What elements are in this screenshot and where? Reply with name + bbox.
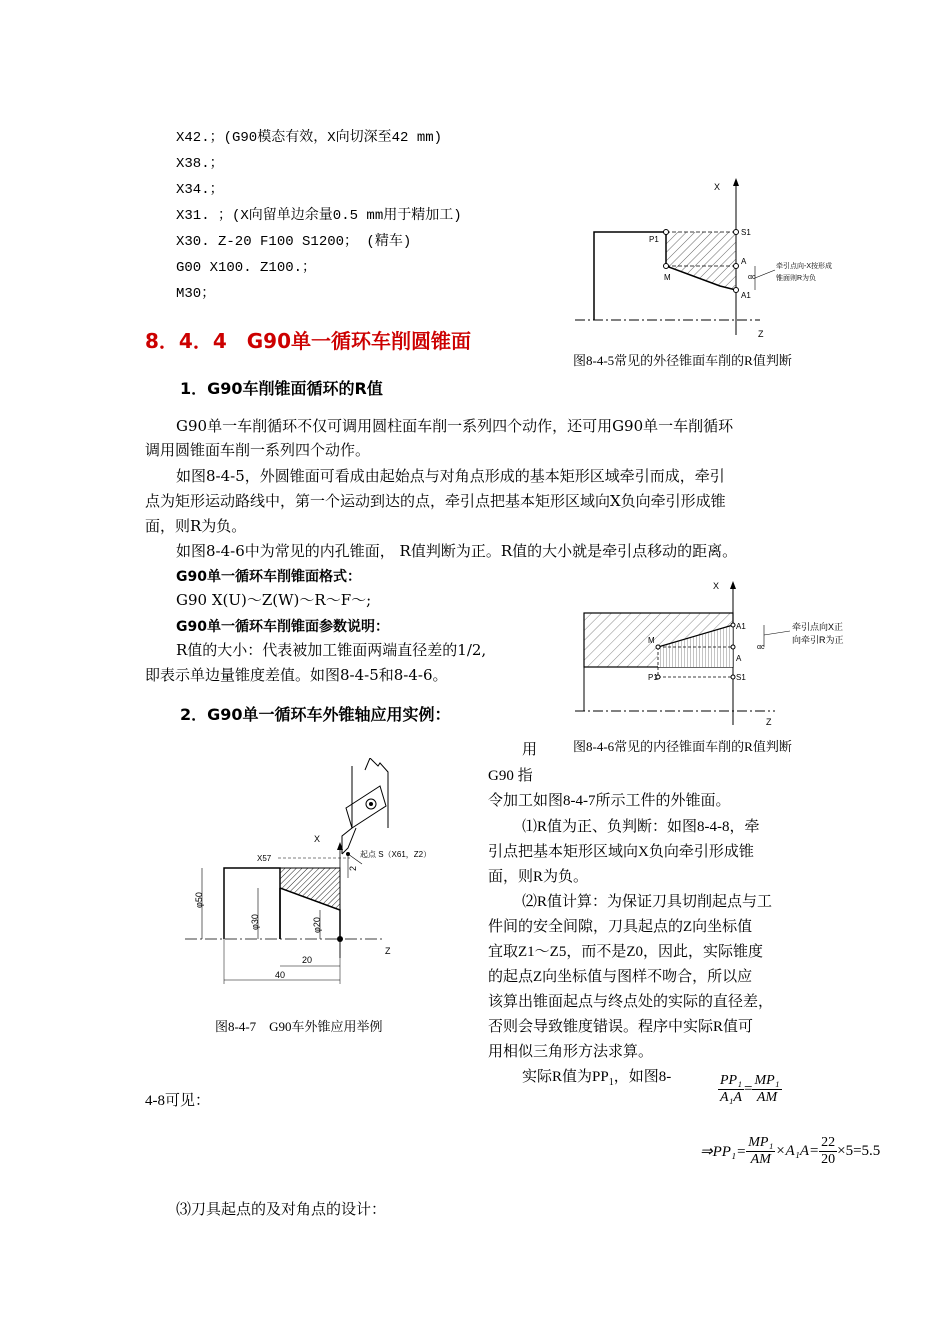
code-line: X38.； xyxy=(176,156,224,172)
code-line: X31. ；(X向留单边余量0.5 mm用于精加工) xyxy=(176,208,462,224)
axis-x-label: X xyxy=(314,834,321,844)
section-title: 8．4．4 G90单一循环车削圆锥面 xyxy=(145,329,471,353)
paragraph-line: 引点把基本矩形区域向X负向牵引形成锥 xyxy=(488,844,754,860)
code-line: X42.；(G90模态有效，X向切深至42 mm) xyxy=(176,130,443,146)
paragraph-line: 点为矩形运动路线中，第一个运动到达的点，牵引点把基本矩形区域向X负向牵引形成锥 xyxy=(145,492,726,510)
axis-x-label: X xyxy=(714,182,721,192)
label-s1: S1 xyxy=(736,673,746,682)
paragraph-line: ⑵R值计算：为保证刀具切削起点与工 xyxy=(522,894,773,910)
note-line-2: 向牵引R为正 xyxy=(792,635,844,645)
code-line: M30； xyxy=(176,286,216,302)
formula-text: ×A₁A= xyxy=(775,1143,820,1159)
label-a1: A1 xyxy=(736,622,746,631)
label-x57: X57 xyxy=(257,854,272,863)
paragraph-line: 的起点Z向坐标值与图样不吻合，所以应 xyxy=(488,969,753,985)
dim-d30: φ30 xyxy=(250,914,260,930)
numerator: 22 xyxy=(821,1135,836,1150)
label-m: M xyxy=(648,636,655,645)
subsection-title-1: 1．G90车削锥面循环的R值 xyxy=(180,379,383,398)
label-a: A xyxy=(736,654,742,663)
paragraph-line: 实际R值为$PP_1$，如图8- xyxy=(522,1069,672,1088)
denominator: 20 xyxy=(821,1152,836,1167)
paragraph-line: ⑴R值为正、负判断：如图8-4-8，牵 xyxy=(522,819,760,835)
label-s1: S1 xyxy=(741,228,751,237)
format-syntax: G90 X(U)～Z(W)～R～F～; xyxy=(176,591,372,609)
paragraph-line: 调用圆锥面车削一系列四个动作。 xyxy=(145,441,371,459)
numerator: MP₁ xyxy=(754,1073,780,1088)
subsection-title-2: 2．G90单一循环车外锥轴应用实例： xyxy=(180,705,451,724)
paragraph-line: 件间的安全间隙，刀具起点的Z向坐标值 xyxy=(488,919,753,935)
paragraph-line: 面，则R为负。 xyxy=(488,869,589,885)
axis-z-label: Z xyxy=(766,717,772,727)
numerator: PP₁ xyxy=(720,1073,742,1088)
denominator: AM xyxy=(756,1090,778,1105)
label-p1: P1 xyxy=(649,235,659,244)
denominator: AM xyxy=(750,1152,771,1167)
paragraph-line: 即表示单边量锥度差值。如图8-4-5和8-4-6。 xyxy=(145,666,448,684)
fraction xyxy=(718,1073,744,1106)
paragraph-line: 4-8可见： xyxy=(145,1093,210,1109)
formula-2 xyxy=(700,1135,880,1168)
label-start-point: 起点 S（X61，Z2） xyxy=(360,850,432,859)
figure-8-4-5 xyxy=(570,170,860,340)
paragraph-line: 该算出锥面起点与终点处的实际的直径差， xyxy=(488,994,774,1010)
formula-text: ⇒PP₁= xyxy=(700,1144,747,1160)
formula-1: $\frac{\text{PP₁}}{\text{A₁A}}$ = $\frac{\text{MP₁}}{AM}$ xyxy=(720,1073,780,1105)
figure-caption-8-4-7: 图8-4-7 G90车外锥应用举例 xyxy=(215,1019,383,1034)
fraction xyxy=(746,1135,775,1168)
code-line: X34.； xyxy=(176,182,224,198)
formula-text: ×5=5.5 xyxy=(837,1143,881,1159)
code-line: G00 X100. Z100.； xyxy=(176,260,317,276)
dim-d20: φ20 xyxy=(312,917,322,933)
fraction xyxy=(819,1135,837,1168)
paragraph-line: 用 xyxy=(522,742,538,758)
axis-x-label: X xyxy=(713,581,720,591)
item-3: ⑶刀具起点的及对角点的设计： xyxy=(176,1200,387,1218)
note-line-1: 牵引点向-X按形成 xyxy=(776,263,832,270)
paragraph-line: 如图8-4-6中为常见的内孔锥面， R值判断为正。R值的大小就是牵引点移动的距离。 xyxy=(176,542,738,560)
label-m: M xyxy=(664,273,671,282)
format-title: G90单一循环车削锥面格式： xyxy=(176,569,361,585)
figure-8-4-7 xyxy=(180,758,465,986)
dim-40: 40 xyxy=(275,970,286,980)
figure-caption-8-4-5: 图8-4-5常见的外径锥面车削的R值判断 xyxy=(573,353,792,368)
figure-caption-8-4-6: 图8-4-6常见的内径锥面车削的R值判断 xyxy=(573,739,792,754)
dim-2: 2 xyxy=(348,865,358,871)
label-a1: A1 xyxy=(741,291,751,300)
paragraph-line: 令加工如图8-4-7所示工件的外锥面。 xyxy=(488,793,731,809)
dim-20: 20 xyxy=(302,955,313,965)
paragraph-line: 用相似三角形方法求算。 xyxy=(488,1044,654,1060)
numerator: MP₁ xyxy=(748,1135,774,1150)
paragraph-line: 否则会导致锥度错误。程序中实际R值可 xyxy=(488,1019,754,1035)
note-line-2: 锥面则R为负 xyxy=(776,275,817,282)
paragraph-line: R值的大小：代表被加工锥面两端直径差的1/2, xyxy=(176,641,487,659)
paragraph-line: 面，则R为负。 xyxy=(145,517,247,535)
denominator: A₁A xyxy=(720,1090,742,1105)
paragraph-line: 宜取Z1～Z5，而不是Z0，因此，实际锥度 xyxy=(488,944,763,960)
label-a: A xyxy=(741,257,747,266)
label-ac: αc xyxy=(757,644,765,651)
fraction xyxy=(752,1073,781,1106)
figure-8-4-6 xyxy=(570,575,870,730)
axis-z-label: Z xyxy=(758,329,764,339)
label-p1: P1 xyxy=(648,673,658,682)
paragraph-line: 如图8-4-5，外圆锥面可看成由起始点与对角点形成的基本矩形区域牵引而成，牵引 xyxy=(176,467,725,485)
paragraph-line: G90 指 xyxy=(488,768,533,784)
note-line-1: 牵引点向X正 xyxy=(792,622,844,632)
paragraph-line: G90单一车削循环不仅可调用圆柱面车削一系列四个动作，还可用G90单一车削循环 xyxy=(176,417,734,435)
param-title: G90单一循环车削锥面参数说明： xyxy=(176,619,389,635)
dim-d50: φ50 xyxy=(194,892,204,908)
code-line: X30. Z-20 F100 S1200； (精车) xyxy=(176,234,412,250)
label-ac: αc xyxy=(748,274,756,281)
axis-z-label: Z xyxy=(385,946,391,956)
